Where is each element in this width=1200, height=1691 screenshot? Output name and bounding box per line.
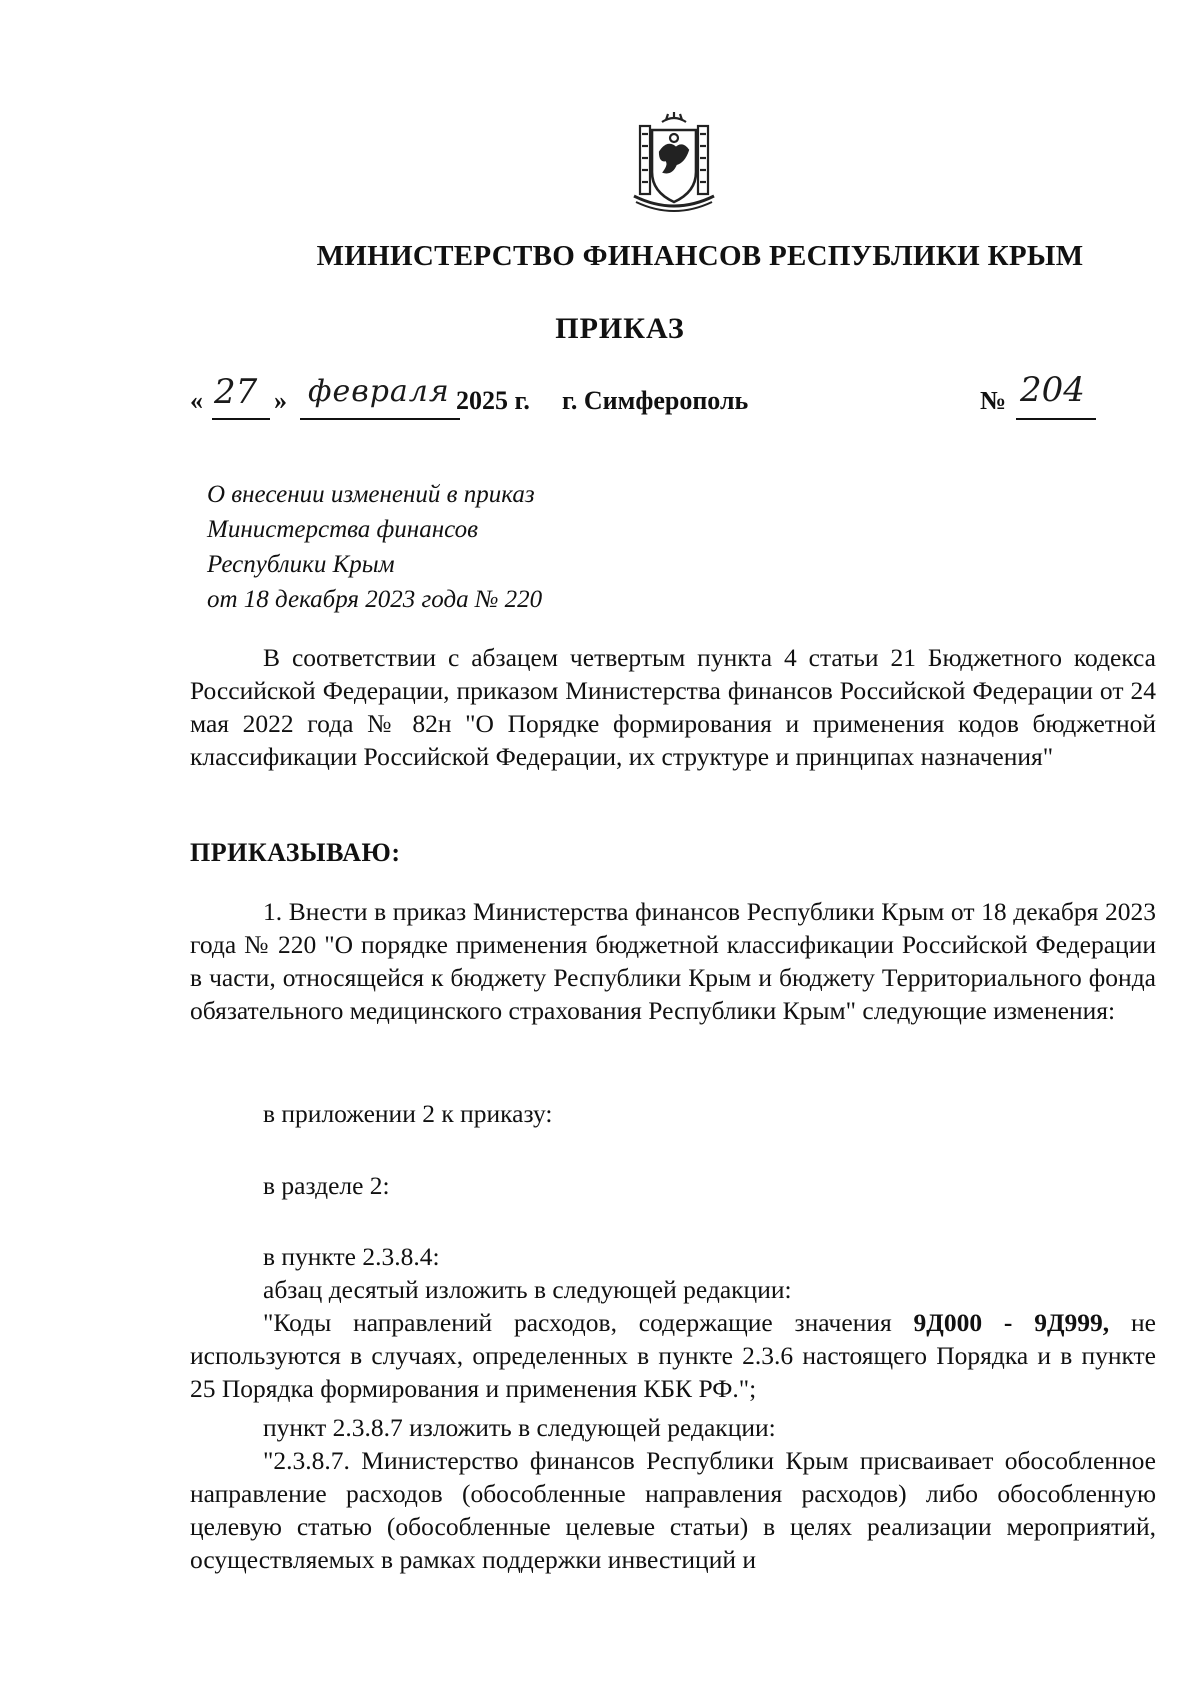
point-2387-line: пункт 2.3.8.7 изложить в следующей редакции: (263, 1413, 776, 1442)
close-quote: » (274, 386, 287, 415)
subject-line: О внесении изменений в приказ (207, 481, 535, 508)
day-underline (212, 418, 270, 420)
document-type: ПРИКАЗ (555, 312, 685, 345)
date-line (190, 370, 1140, 438)
open-quote: « (190, 386, 203, 415)
paragraph-ten-line: абзац десятый изложить в следующей редакции: (263, 1275, 792, 1304)
point-2384-line: в пункте 2.3.8.4: (263, 1242, 440, 1271)
subject-line: Республики Крым (207, 551, 395, 578)
subject-line: Министерства финансов (207, 516, 478, 543)
handwritten-day: 27 (214, 372, 258, 412)
year: 2025 г. (456, 386, 530, 415)
handwritten-number: 204 (1020, 370, 1085, 410)
quote-1-paragraph (190, 1306, 1156, 1405)
quote-1-start: "Коды направлений расходов, содержащие значения (263, 1308, 914, 1337)
preamble-paragraph: В соответствии с абзацем четвертым пункта 4 статьи 21 Бюджетного кодекса Российской Федерации, приказом Министерства финансов Российской Федерации от 24 мая 2022 года № 82н "О Порядке формирования и применения кодов бюджетной классификации Российской Федерации, их структуре и принципах назначения" (190, 643, 1156, 771)
quote-1-codes: 9Д000 - 9Д999, (913, 1308, 1110, 1337)
number-label: № (980, 386, 1007, 415)
subject-line: от 18 декабря 2023 года № 220 (207, 586, 543, 613)
orders-heading: ПРИКАЗЫВАЮ: (190, 838, 401, 867)
city: г. Симферополь (562, 386, 749, 415)
number-underline (1016, 418, 1096, 420)
handwritten-month: февраля (308, 374, 450, 409)
subject-block (207, 477, 542, 617)
coat-of-arms-crimea-icon (626, 112, 722, 216)
quote-2-paragraph: "2.3.8.7. Министерство финансов Республики Крым присваивает обособленное направление расходов (обособленные направления расходов) либо обособленную целевую статью (обособленные целевые статьи) в целях реализации мероприятий, осуществляемых в рамках поддержки инвестиций и (190, 1446, 1156, 1574)
month-underline (300, 418, 460, 420)
annex-line: в приложении 2 к приказу: (263, 1099, 553, 1128)
quote-1-end: не используются в случаях, определенных в пункте 2.3.6 настоящего Порядка и в пункте 25 Порядка формирования и применения КБК РФ."; (190, 1308, 1156, 1403)
section-line: в разделе 2: (263, 1171, 390, 1200)
ministry-name: МИНИСТЕРСТВО ФИНАНСОВ РЕСПУБЛИКИ КРЫМ (316, 240, 1084, 272)
item-1-paragraph: 1. Внести в приказ Министерства финансов Республики Крым от 18 декабря 2023 года № 220 "О порядке применения бюджетной классификации Российской Федерации в части, относящейся к бюджету Республики Крым и бюджету Территориального фонда обязательного медицинского страхования Республики Крым" следующие изменения: (190, 897, 1156, 1025)
